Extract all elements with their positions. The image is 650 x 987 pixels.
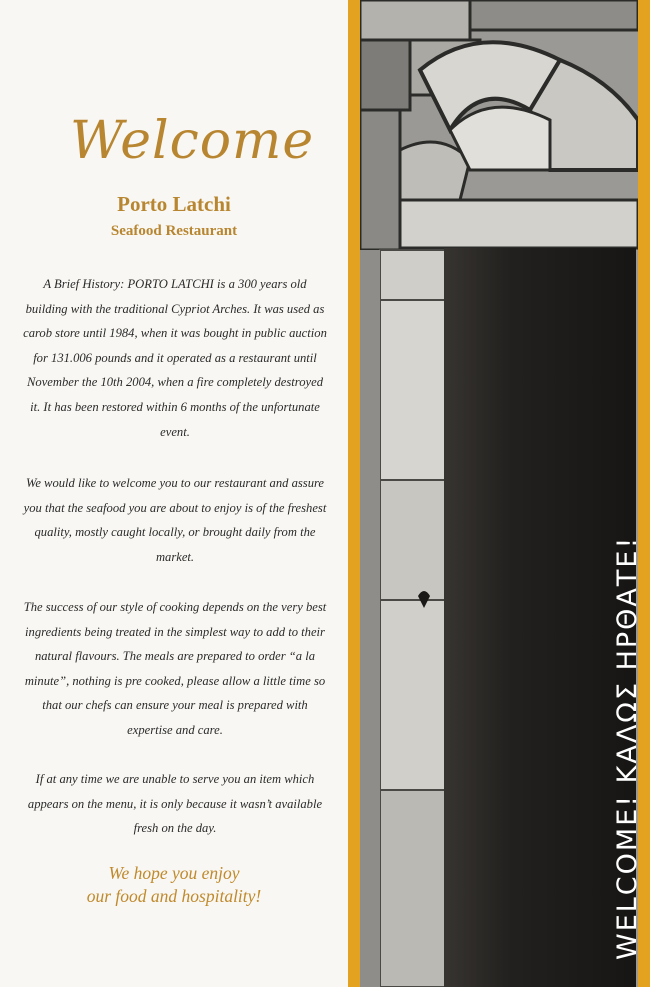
- vertical-welcome-banner: WELCOME! ΚΑΛΩΣ ΗΡΘΑΤΕ!: [612, 535, 643, 960]
- availability-paragraph: If at any time we are unable to serve you an item which appears on the menu, it is only because it wasn’t available fresh on the day.: [27, 772, 323, 836]
- restaurant-name: Porto Latchi: [117, 192, 231, 216]
- restaurant-type: Seafood Restaurant: [110, 223, 238, 239]
- cooking-style-paragraph: The success of our style of cooking depends on the very best ingredients being treated in the simplest way to add to their natural flavours. The meals are prepared to order “a la minute”, nothing is pre cooked, please allow a little time so that our chefs can ensure your meal is prepared with expertise and care.: [23, 600, 327, 737]
- welcome-script-graphic: [66, 100, 316, 180]
- door-photo-panel: [348, 0, 650, 987]
- closing-line-2: our food and hospitality!: [86, 886, 262, 906]
- closing-message: [0, 862, 348, 908]
- welcome-script-text: Welcome: [70, 111, 315, 171]
- welcome-script-heading: [66, 100, 316, 180]
- welcome-paragraph: We would like to welcome you to our restaurant and assure you that the seafood you are about to enjoy is of the freshest quality, mostly caught locally, or brought daily from the market.: [23, 476, 327, 564]
- closing-line-1: We hope you enjoy: [108, 863, 240, 883]
- history-paragraph: A Brief History: PORTO LATCHI is a 300 years old building with the traditional Cypriot Arches. It was used as carob store until 1984, when it was bought in public auction for 131.006 pounds and it operated as a restaurant until November the 10th 2004, when a fire completely destroyed it. It has been restored within 6 months of the unfortunate event.: [23, 277, 327, 439]
- door-shading: [444, 248, 636, 987]
